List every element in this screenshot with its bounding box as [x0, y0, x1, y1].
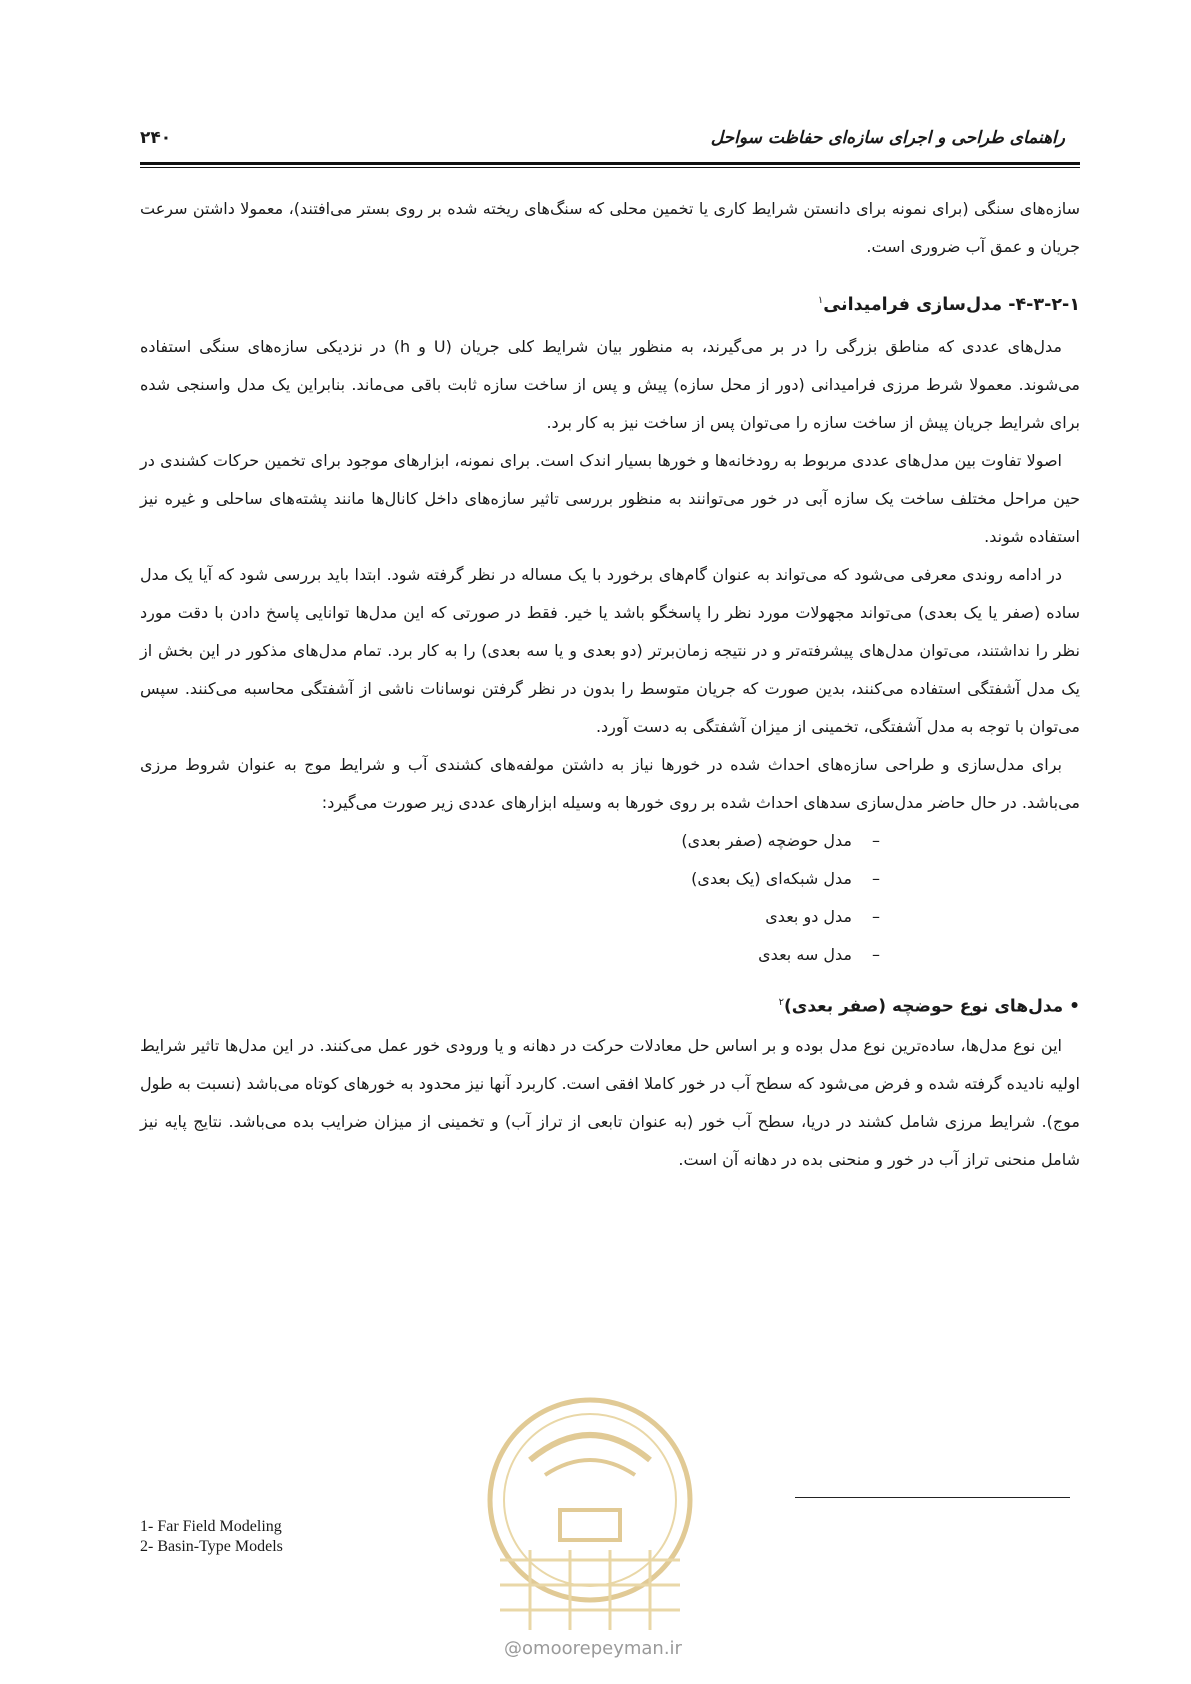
footnote-2: 2- Basin-Type Models: [140, 1538, 283, 1555]
page-number: ۲۴۰: [140, 128, 172, 148]
section-heading: [140, 284, 1080, 322]
dash-bullet: –: [872, 868, 880, 888]
dash-bullet: –: [872, 944, 880, 964]
footnote-rule: [795, 1497, 1070, 1498]
watermark-url: @omoorepeyman.ir: [504, 1638, 682, 1659]
paragraph-4: برای مدل‌سازی و طراحی سازه‌های احداث شده در خورها نیاز به داشتن مولفه‌های کشندی آب و شرایط موج به عنوان شروط مرزی می‌باشد. در حال حاضر مدل‌سازی سدهای احداث شده بر روی خورها به وسیله ابزارهای عددی زیر صورت می‌گیرد:: [140, 754, 1080, 812]
dash-bullet: –: [872, 906, 880, 926]
bullet-heading: [140, 986, 1080, 1024]
watermark-logo: [470, 1390, 710, 1640]
section-heading-text: ۴-۳-۲-۱- مدل‌سازی فرامیدانی: [823, 294, 1080, 315]
list-item: –مدل حوضچه (صفر بعدی): [140, 822, 880, 860]
intro-paragraph: سازه‌های سنگی (برای نمونه برای دانستن شرایط کاری یا تخمین محلی که سنگ‌های ریخته شده بر روی بستر می‌افتند)، معمولا داشتن سرعت جریان و عمق آب ضروری است.: [140, 199, 1080, 256]
running-header: [140, 128, 1065, 162]
model-list: [140, 822, 1080, 974]
footnote-1: 1- Far Field Modeling: [140, 1518, 282, 1535]
body-text: [140, 190, 1080, 1179]
footnote-ref-2: ۲: [778, 996, 784, 1008]
paragraph-5: این نوع مدل‌ها، ساده‌ترین نوع مدل بوده و بر اساس حل معادلات حرکت در دهانه و یا ورودی خور عمل می‌کنند. در این مدل‌ها تاثیر شرایط اولیه نادیده گرفته شده و فرض می‌شود که سطح آب در خور کاملا افقی است. کاربرد آنها نیز محدود به خورهای کوتاه می‌باشد (نسبت به طول موج). شرایط مرزی شامل کشند در دریا، سطح آب خور (به عنوان تابعی از تراز آب) و تخمینی از میزان ضرایب بده می‌باشد. نتایج پایه نیز شامل منحنی تراز آب در خور و منحنی بده در دهانه آن است.: [140, 1036, 1080, 1170]
paragraph-1: مدل‌های عددی که مناطق بزرگی را در بر می‌گیرند، به منظور بیان شرایط کلی جریان (U و h) در نزدیکی سازه‌های سنگی استفاده می‌شوند. معمولا شرط مرزی فرامیدانی (دور از محل سازه) پیش و پس از ساخت سازه ثابت باقی می‌ماند. بنابراین یک مدل واسنجی شده برای شرایط جریان پیش از ساخت سازه را می‌توان پس از ساخت نیز به کار برد.: [140, 336, 1080, 432]
list-item: –مدل شبکه‌ای (یک بعدی): [140, 860, 880, 898]
footnotes: [140, 1517, 283, 1557]
header-rule-thin: [140, 167, 1080, 168]
footnote-ref-1: ۱: [817, 295, 824, 306]
dash-bullet: –: [872, 830, 880, 850]
list-item: –مدل سه بعدی: [140, 936, 880, 974]
bullet-heading-text: مدل‌های نوع حوضچه (صفر بعدی): [783, 996, 1064, 1017]
paragraph-3: در ادامه روندی معرفی می‌شود که می‌تواند به عنوان گام‌های برخورد با یک مساله در نظر گرفته شود. ابتدا باید بررسی شود که آیا یک مدل ساده (صفر یا یک بعدی) می‌تواند مجهولات مورد نظر را پاسخگو باشد یا خیر. فقط در صورتی که این مدل‌ها توانایی پاسخ دادن با دقت مورد نظر را نداشتند، می‌توان مدل‌های پیشرفته‌تر و در نتیجه زمان‌برتر (دو بعدی و یا سه بعدی) را به کار برد. تمام مدل‌های مذکور در این بخش از یک مدل آشفتگی استفاده می‌کنند، بدین صورت که جریان متوسط را بدون در نظر گرفتن نوسانات ناشی از آشفتگی محاسبه می‌کنند. سپس می‌توان با توجه به مدل آشفتگی، تخمینی از میزان آشفتگی به دست آورد.: [140, 564, 1080, 736]
paragraph-2: اصولا تفاوت بین مدل‌های عددی مربوط به رودخانه‌ها و خورها بسیار اندک است. برای نمونه، ابزارهای موجود برای تخمین حرکات کشندی در حین مراحل مختلف ساخت یک سازه آبی در خور می‌توانند به منظور بررسی تاثیر سازه‌های داخل کانال‌ها مانند پشته‌های ساحلی و غیره نیز استفاده شوند.: [140, 450, 1080, 546]
header-rule: [140, 162, 1080, 165]
header-title: راهنمای طراحی و اجرای سازه‌ای حفاظت سواحل: [710, 128, 1065, 148]
list-item: –مدل دو بعدی: [140, 898, 880, 936]
bullet-dot: •: [1063, 996, 1080, 1017]
